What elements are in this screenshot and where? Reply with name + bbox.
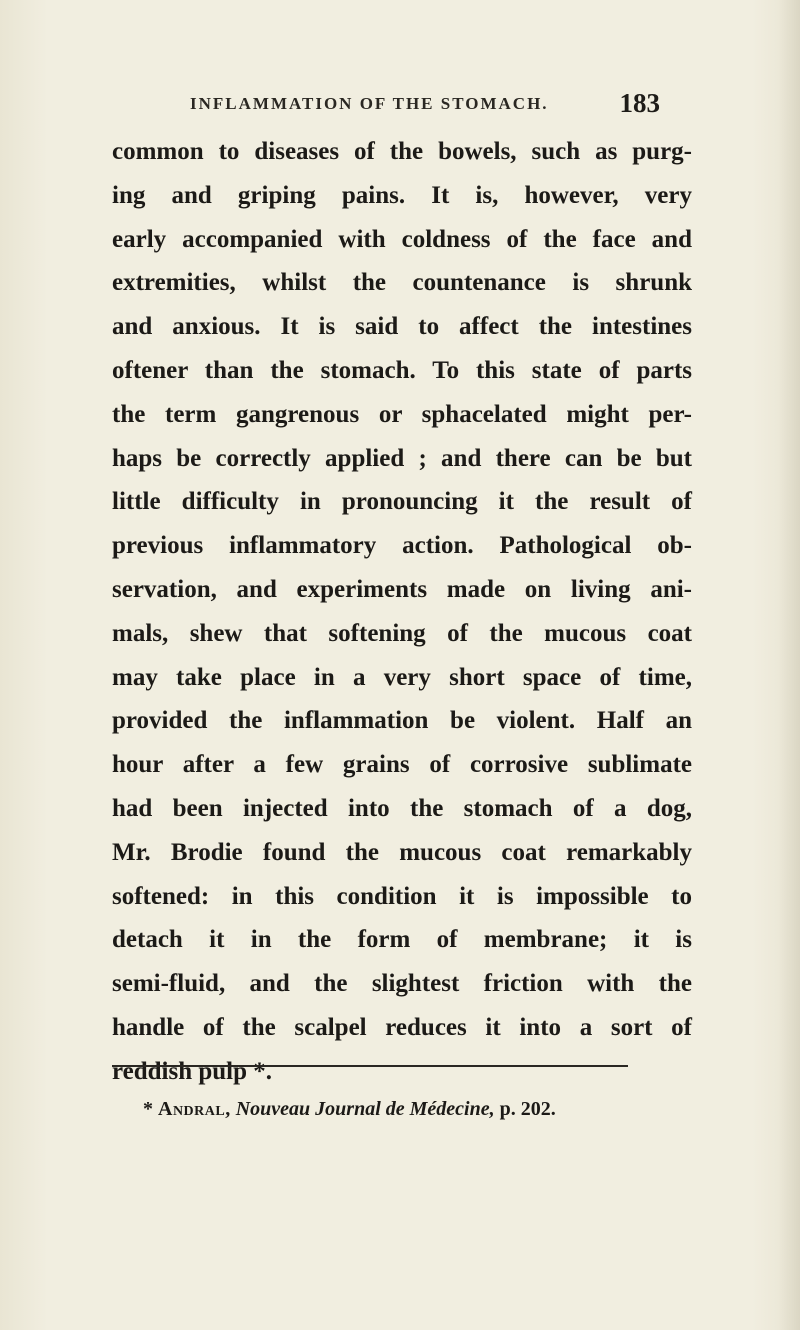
text-line: previous inflammatory action. Pathological ob- — [112, 532, 692, 560]
text-line: provided the inflammation be violent. Half an — [112, 707, 692, 735]
footnote-page-ref: p. 202. — [494, 1098, 556, 1120]
text-line: softened: in this condition it is impossible to — [112, 882, 692, 910]
text-line-last: reddish pulp *. — [112, 1057, 273, 1085]
running-title: INFLAMMATION OF THE STOMACH. — [190, 94, 549, 113]
text-line: oftener than the stomach. To this state of parts — [112, 356, 692, 384]
text-line: little difficulty in pronouncing it the result of — [112, 488, 692, 516]
text-line: the term gangrenous or sphacelated might per- — [112, 400, 692, 428]
text-line: Mr. Brodie found the mucous coat remarkably — [112, 838, 692, 866]
running-head — [190, 88, 660, 118]
text-line: mals, shew that softening of the mucous coat — [112, 619, 692, 647]
footnote — [143, 1098, 556, 1121]
text-line: semi-fluid, and the slightest friction with the — [112, 970, 692, 998]
footnote-author: Andral, — [158, 1098, 231, 1120]
text-line: ing and griping pains. It is, however, very — [112, 181, 692, 209]
text-line: extremities, whilst the countenance is shrunk — [112, 269, 692, 297]
text-line: handle of the scalpel reduces it into a sort of — [112, 1013, 692, 1041]
text-line: detach it in the form of membrane; it is — [112, 926, 692, 954]
text-line: had been injected into the stomach of a dog, — [112, 794, 692, 822]
text-line: servation, and experiments made on living ani- — [112, 575, 692, 603]
body-text — [112, 130, 692, 1094]
text-line: haps be correctly applied ; and there can be but — [112, 444, 692, 472]
text-line: may take place in a very short space of time, — [112, 663, 692, 691]
footnote-divider — [112, 1065, 628, 1067]
text-line: common to diseases of the bowels, such as purg- — [112, 138, 692, 165]
text-line: early accompanied with coldness of the face and — [112, 225, 692, 253]
text-line: and anxious. It is said to affect the intestines — [112, 313, 692, 341]
footnote-journal: Nouveau Journal de Médecine, — [235, 1098, 495, 1120]
page-number: 183 — [619, 88, 660, 118]
page-edge-shadow — [778, 0, 800, 1330]
footnote-marker: * — [143, 1098, 158, 1120]
text-line: hour after a few grains of corrosive sublimate — [112, 751, 692, 779]
